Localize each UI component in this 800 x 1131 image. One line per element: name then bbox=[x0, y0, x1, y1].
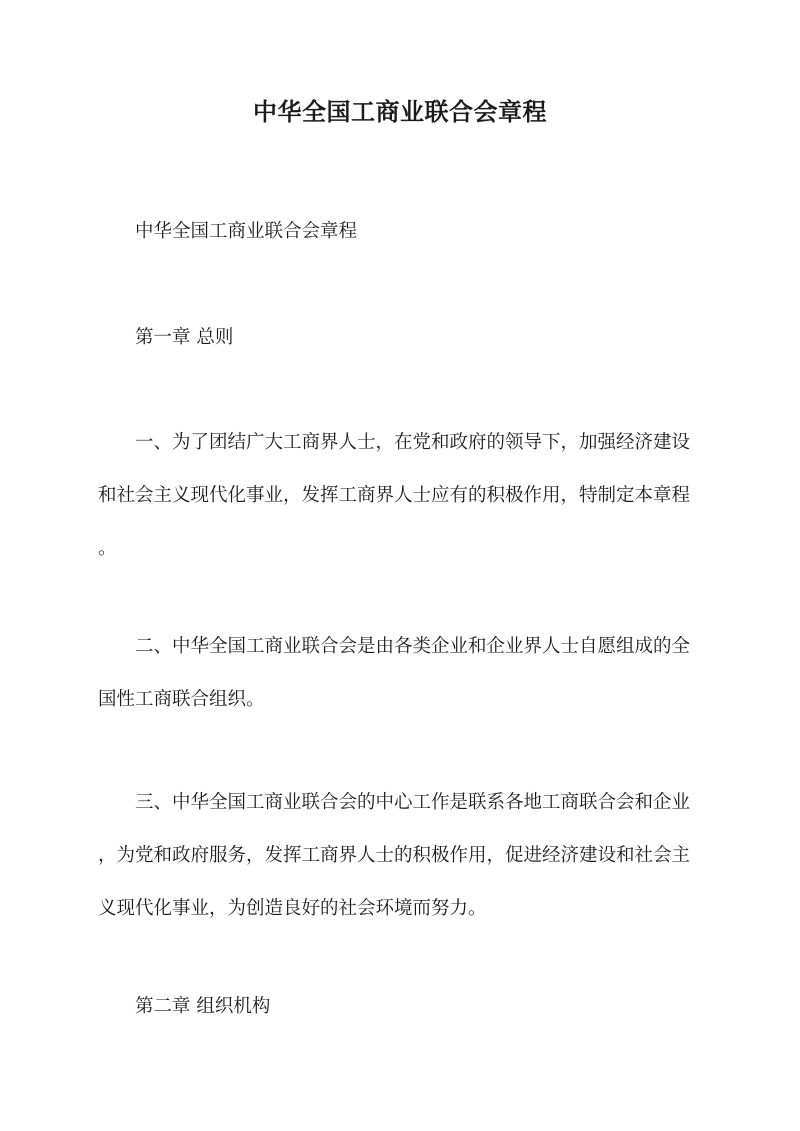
chapter-2-heading bbox=[98, 980, 702, 1033]
article-1 bbox=[98, 416, 702, 575]
article-2-line-2: 国性工商联合组织。 bbox=[98, 689, 265, 710]
article-1-line-3: 。 bbox=[98, 538, 117, 559]
article-3 bbox=[98, 776, 702, 935]
chapter-1-heading bbox=[98, 311, 702, 364]
chapter-1-heading-text: 第一章 总则 bbox=[135, 327, 234, 348]
page-title: 中华全国工商业联合会章程 bbox=[253, 97, 547, 126]
subtitle-text: 中华全国工商业联合会章程 bbox=[135, 221, 358, 242]
article-1-line-2: 和社会主义现代化事业，发挥工商界人士应有的积极作用，特制定本章程 bbox=[98, 485, 691, 506]
article-2-line-1: 二、中华全国工商业联合会是由各类企业和企业界人士自愿组成的全 bbox=[135, 636, 691, 657]
article-1-line-1: 一、为了团结广大工商界人士，在党和政府的领导下，加强经济建设 bbox=[135, 432, 691, 453]
article-3-line-2: ，为党和政府服务，发挥工商界人士的积极作用，促进经济建设和社会主 bbox=[98, 845, 691, 866]
article-2 bbox=[98, 620, 702, 726]
chapter-2-heading-text: 第二章 组织机构 bbox=[135, 996, 271, 1017]
document-subtitle bbox=[98, 205, 702, 258]
article-3-line-1: 三、中华全国工商业联合会的中心工作是联系各地工商联合会和企业 bbox=[135, 792, 691, 813]
article-3-line-3: 义现代化事业，为创造良好的社会环境而努力。 bbox=[98, 898, 487, 919]
